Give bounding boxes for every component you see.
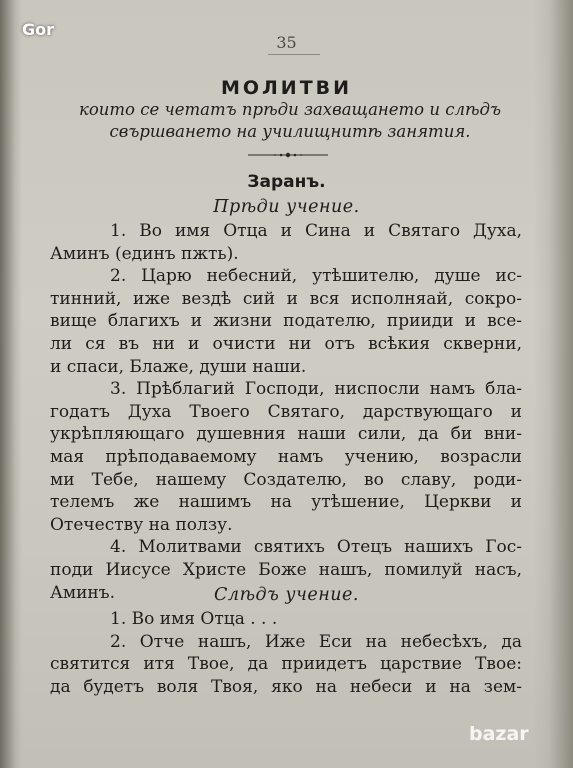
after-text-line: 1. Во имя Отца . . . [110,609,278,629]
before-text-line: Отечеству на ползу. [50,514,233,535]
after-text-line: да бyдетъ воля Твоя, яко на небеси и на зем- [50,676,522,697]
after-text-line: 2. Отче нашъ, Иже Еси на небесѣхъ, да [110,631,522,652]
before-text-line: 4. Молитвами святихъ Отецъ нашихъ Гос- [110,537,522,558]
before-text-line: укрѣпляющаго душевния наши сили, да би вни- [50,424,522,445]
svg-text:bazar: bazar [469,723,529,745]
section-heading: Заранъ. [247,172,326,192]
before-text-line: годатъ Духа Твоего Святаго, дарствующаго и [50,401,522,422]
after-text-line: святится итя Твое, да приидетъ царствие Твое: [50,654,522,675]
before-text-line: 1. Во имя Отца и Сина и Святаго Духа, [110,221,522,241]
after-heading: Слѣдъ учение. [214,585,359,605]
before-text-line: поди Иисусе Христе Боже нашъ, помилуй насъ, [50,560,522,580]
before-text-line: вище благихъ и жизни подателю, прииди и все- [50,311,522,332]
page-number-rule [268,54,320,55]
before-text-line: телемъ же нашимъ на утѣшение, Церкви и [50,492,522,513]
before-text-line: 2. Царю небесний, утѣшителю, душе ис- [110,266,522,287]
before-text-line: ли ся въ ни и очисти ни отъ всѣкия скверни, [50,334,522,354]
before-heading: Прѣди учение. [213,197,360,217]
page-shadow-left [0,0,22,768]
watermark-logo [469,720,553,746]
subtitle-line-2: свършването на училищнитѣ занятия. [109,122,471,141]
before-text-line: и спаси, Блаже, души наши. [50,356,307,377]
before-text-line: Аминъ. [50,582,115,603]
before-text-line: тинний, иже вездѣ сий и вся исполняай, сокро- [50,288,522,309]
subtitle-line-1: които се четатъ прѣди захващането и слѣдъ [79,100,501,119]
page-title: МОЛИТВИ [220,77,353,99]
before-text-line: 3. Прѣблагий Господи, ниспосли намъ бла- [110,379,522,400]
ornament-divider [248,150,328,160]
before-text-line: мая прѣподаваемому намъ учению, возрасли [50,447,522,467]
before-text-line: Аминъ (единъ пжть). [50,243,239,264]
overlay-label: Gor [22,20,55,39]
before-text-line: ми Тебе, нашему Создателю, во славу, роди- [50,469,522,490]
page-number: 35 [276,33,297,52]
